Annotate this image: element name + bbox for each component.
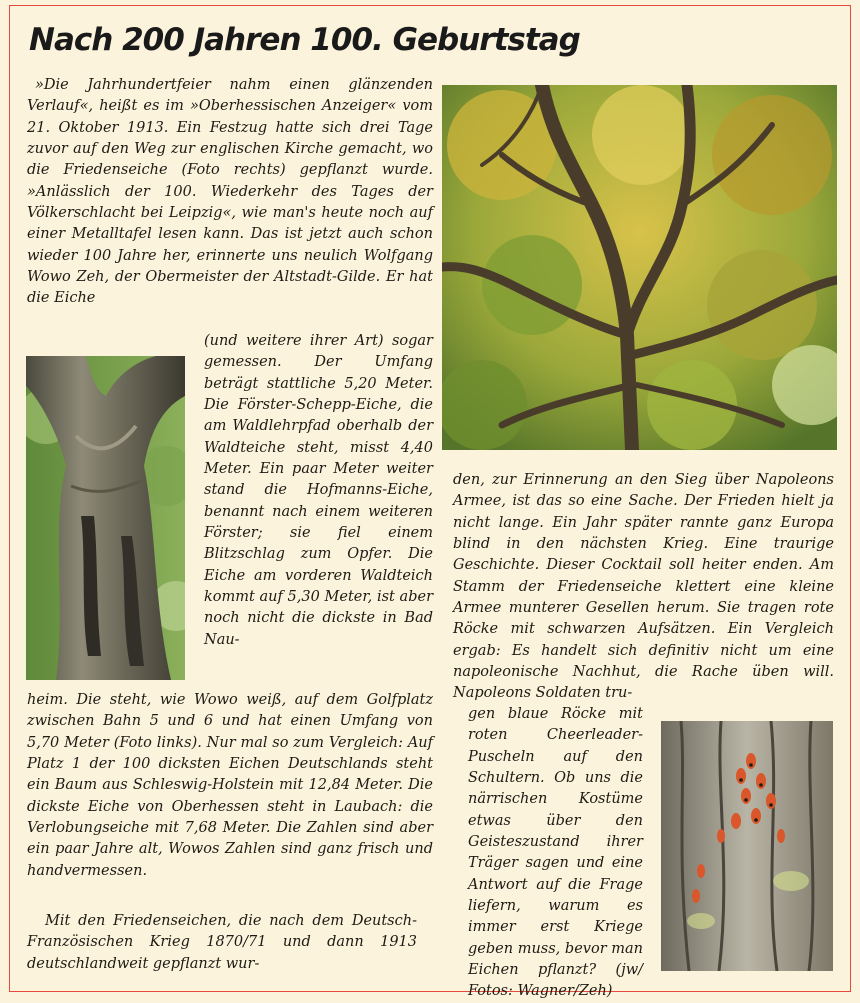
col2-paragraph-beside-photo: gen blaue Röcke mit roten Cheerleader-Puscheln auf den Schultern. Ob uns die närrischen Kostüme etwas über den Geisteszustand ihrer Träger sagen und eine Antwort auf die Frage liefern, warum es immer erst Kriege geben muss, bevor man Eichen pflanzt? (jw/ Fotos: Wagner/Zeh): [468, 706, 643, 1000]
headline: Nach 200 Jahren 100. Geburtstag: [29, 22, 580, 58]
col2-paragraph-top: den, zur Erinnerung an den Sieg über Napoleons Armee, ist das so eine Sache. Der Frieden hielt ja nicht lange. Ein Jahr später rannte ganz Europa blind in den nächsten Krieg. Eine traurige Geschichte. Dieser Cocktail soll heiter enden. Am Stamm der Friedenseiche klettert eine kleine Armee munterer Gesellen herum. Sie tragen rote Röcke mit schwarzen Aufsätzen. Ein Vergleich ergab: Es handelt sich definitiv nicht um eine napoleonische Nachhut, die Rache üben will. Napoleons Soldaten tru-: [453, 472, 834, 702]
oak-crown-photo: [442, 85, 837, 450]
col1-paragraph-top: »Die Jahrhundertfeier nahm einen glänzenden Verlauf«, heißt es im »Oberhessischen Anzeiger« vom 21. Oktober 1913. Ein Festzug hatte sich drei Tage zuvor auf den Weg zur englischen Kirche gemacht, wo die Friedenseiche (Foto rechts) gepflanzt wurde. »Anlässlich der 100. Wiederkehr des Tages der Völkerschlacht bei Leipzig«, wie man's heute noch auf einer Metalltafel lesen kann. Das ist jetzt auch schon wieder 100 Jahre her, erinnerte uns neulich Wolfgang Wowo Zeh, der Obermeister der Altstadt-Gilde. Er hat die Eiche: [27, 77, 433, 307]
col1-paragraph-bottom: heim. Die steht, wie Wowo weiß, auf dem Golfplatz zwischen Bahn 5 und 6 und hat einen Umfang von 5,70 Meter (Foto links). Nur mal so zum Vergleich: Auf Platz 1 der 100 dicksten Eichen Deutschlands steht ein Baum aus Schleswig-Holstein mit 12,84 Meter. Die dickste Eiche von Oberhessen steht in Laubach: die Verlobungseiche mit 7,68 Meter. Die Zahlen sind aber ein paar Jahre alt, Wowos Zahlen sind ganz frisch und handvermessen.: [27, 692, 433, 879]
bark-bugs-photo: [661, 721, 833, 971]
col1-paragraph-last: Mit den Friedenseichen, die nach dem Deutsch-Französischen Krieg 1870/71 und dann 1913 deutschlandweit gepflanzt wur-: [27, 913, 417, 972]
oak-trunk-photo: [26, 356, 185, 680]
col1-paragraph-beside-photo: (und weitere ihrer Art) sogar gemessen. Der Umfang beträgt stattliche 5,20 Meter. Die Förster-Schepp-Eiche, die am Waldlehrpfad oberhalb der Waldteiche steht, misst 4,40 Meter. Ein paar Meter weiter stand die Hofmanns-Eiche, benannt nach einem weiteren Förster; sie fiel einem Blitzschlag zum Opfer. Die Eiche am vorderen Waldteich kommt auf 5,30 Meter, ist aber noch nicht die dickste in Bad Nau-: [204, 333, 433, 648]
